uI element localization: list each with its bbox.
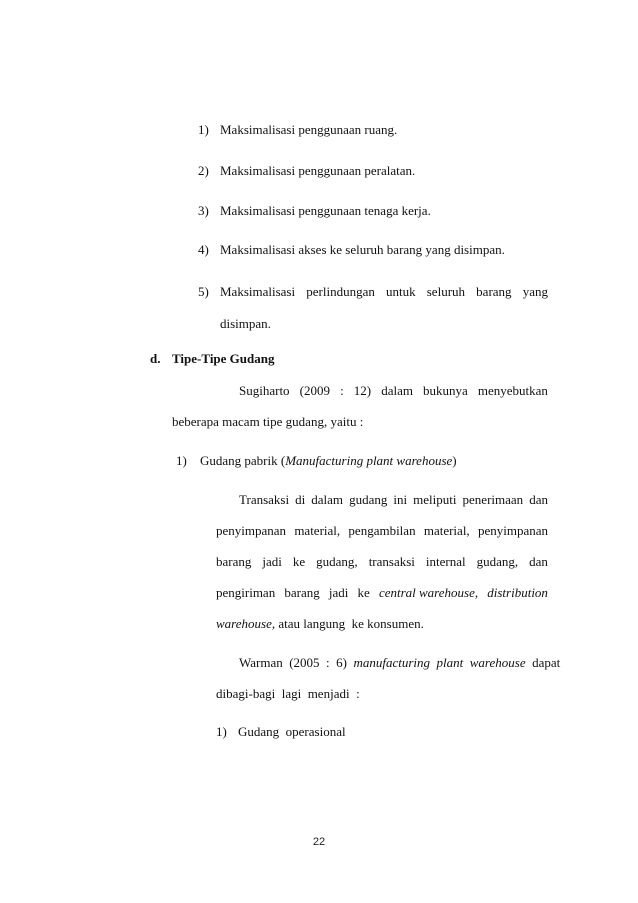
subitem-text-italic: Manufacturing plant warehouse <box>285 453 453 468</box>
line-rest: atau langung ke konsumen. <box>275 616 424 631</box>
word: meliputi <box>413 492 457 507</box>
paragraph-line: dibagi-bagi lagi menjadi : <box>216 686 360 701</box>
word: Transaksi <box>239 492 290 507</box>
paragraph-line: beberapa macam tipe gudang, yaitu : <box>172 414 364 429</box>
word: jadi <box>262 554 282 569</box>
list-text: Maksimalisasi akses ke seluruh barang yang disimpan. <box>220 242 505 257</box>
word: gudang, <box>316 554 358 569</box>
list-number: 3) <box>198 203 209 218</box>
list-number: 2) <box>198 163 209 178</box>
word: penerimaan <box>462 492 524 507</box>
word: material, <box>423 523 470 538</box>
list-number: 1) <box>198 122 209 137</box>
list-number: 4) <box>198 242 209 257</box>
paragraph-line <box>239 492 548 508</box>
word: Sugiharto <box>239 383 290 398</box>
list-item-1 <box>198 122 398 138</box>
subitem-text-pre: Gudang pabrik ( <box>200 453 286 468</box>
list-item-5-continuation: disimpan. <box>220 316 271 331</box>
paragraph-line <box>216 554 548 570</box>
subsub-number: 1) <box>216 724 227 739</box>
list-text: Maksimalisasi penggunaan tenaga kerja. <box>220 203 431 218</box>
paragraph-line <box>239 383 548 399</box>
line-post: dapat <box>525 655 561 670</box>
word: internal <box>425 554 466 569</box>
word: di <box>295 492 306 507</box>
paragraph-line <box>216 585 548 601</box>
list-item-4 <box>198 242 505 258</box>
section-title: Tipe-Tipe Gudang <box>172 351 275 366</box>
word: ke <box>357 585 370 600</box>
list-word: perlindungan <box>306 284 375 299</box>
list-item-2 <box>198 163 416 179</box>
paragraph-line <box>239 655 561 671</box>
word: penyimpanan <box>477 523 548 538</box>
list-word: yang <box>522 284 548 299</box>
word: dan <box>529 554 548 569</box>
word: gudang, <box>476 554 519 569</box>
word: material, <box>294 523 341 538</box>
word-italic: distribution <box>487 585 548 600</box>
section-label: d. <box>150 351 161 366</box>
list-item-5-number: 5) <box>198 284 209 299</box>
list-item-3 <box>198 203 431 219</box>
list-word: seluruh <box>426 284 466 299</box>
word: pengambilan <box>348 523 416 538</box>
word-italic: warehouse, <box>216 616 276 631</box>
word: penyimpanan <box>216 523 287 538</box>
subsub-text: Gudang operasional <box>238 724 346 739</box>
page-number: 22 <box>312 836 326 848</box>
word: 12) <box>353 383 372 398</box>
paragraph-line <box>216 523 548 539</box>
line-pre: Warman (2005 : 6) <box>239 655 354 670</box>
word: gudang <box>349 492 388 507</box>
subitem-number: 1) <box>176 453 187 468</box>
word: pengiriman <box>216 585 276 600</box>
word: barang <box>284 585 320 600</box>
list-text: Maksimalisasi penggunaan peralatan. <box>220 163 416 178</box>
word: ke <box>292 554 306 569</box>
word: jadi <box>328 585 349 600</box>
list-text: Maksimalisasi penggunaan ruang. <box>220 122 398 137</box>
word: menyebutkan <box>477 383 548 398</box>
word: ini <box>393 492 408 507</box>
word: transaksi <box>368 554 415 569</box>
word: dan <box>529 492 548 507</box>
word: (2009 <box>299 383 330 398</box>
word: bukunya <box>423 383 468 398</box>
paragraph-line <box>216 616 424 632</box>
list-word: untuk <box>385 284 416 299</box>
list-word: barang <box>476 284 512 299</box>
word: dalam <box>381 383 413 398</box>
line-italic: manufacturing plant warehouse <box>353 655 526 670</box>
subitem-text-post: ) <box>452 453 457 468</box>
word: barang <box>216 554 252 569</box>
list-item-5 <box>220 284 548 300</box>
subitem-text <box>200 453 457 469</box>
list-word: Maksimalisasi <box>220 284 296 299</box>
word: : <box>340 383 344 398</box>
word: dalam <box>311 492 344 507</box>
word-italic: central warehouse, <box>378 585 479 600</box>
